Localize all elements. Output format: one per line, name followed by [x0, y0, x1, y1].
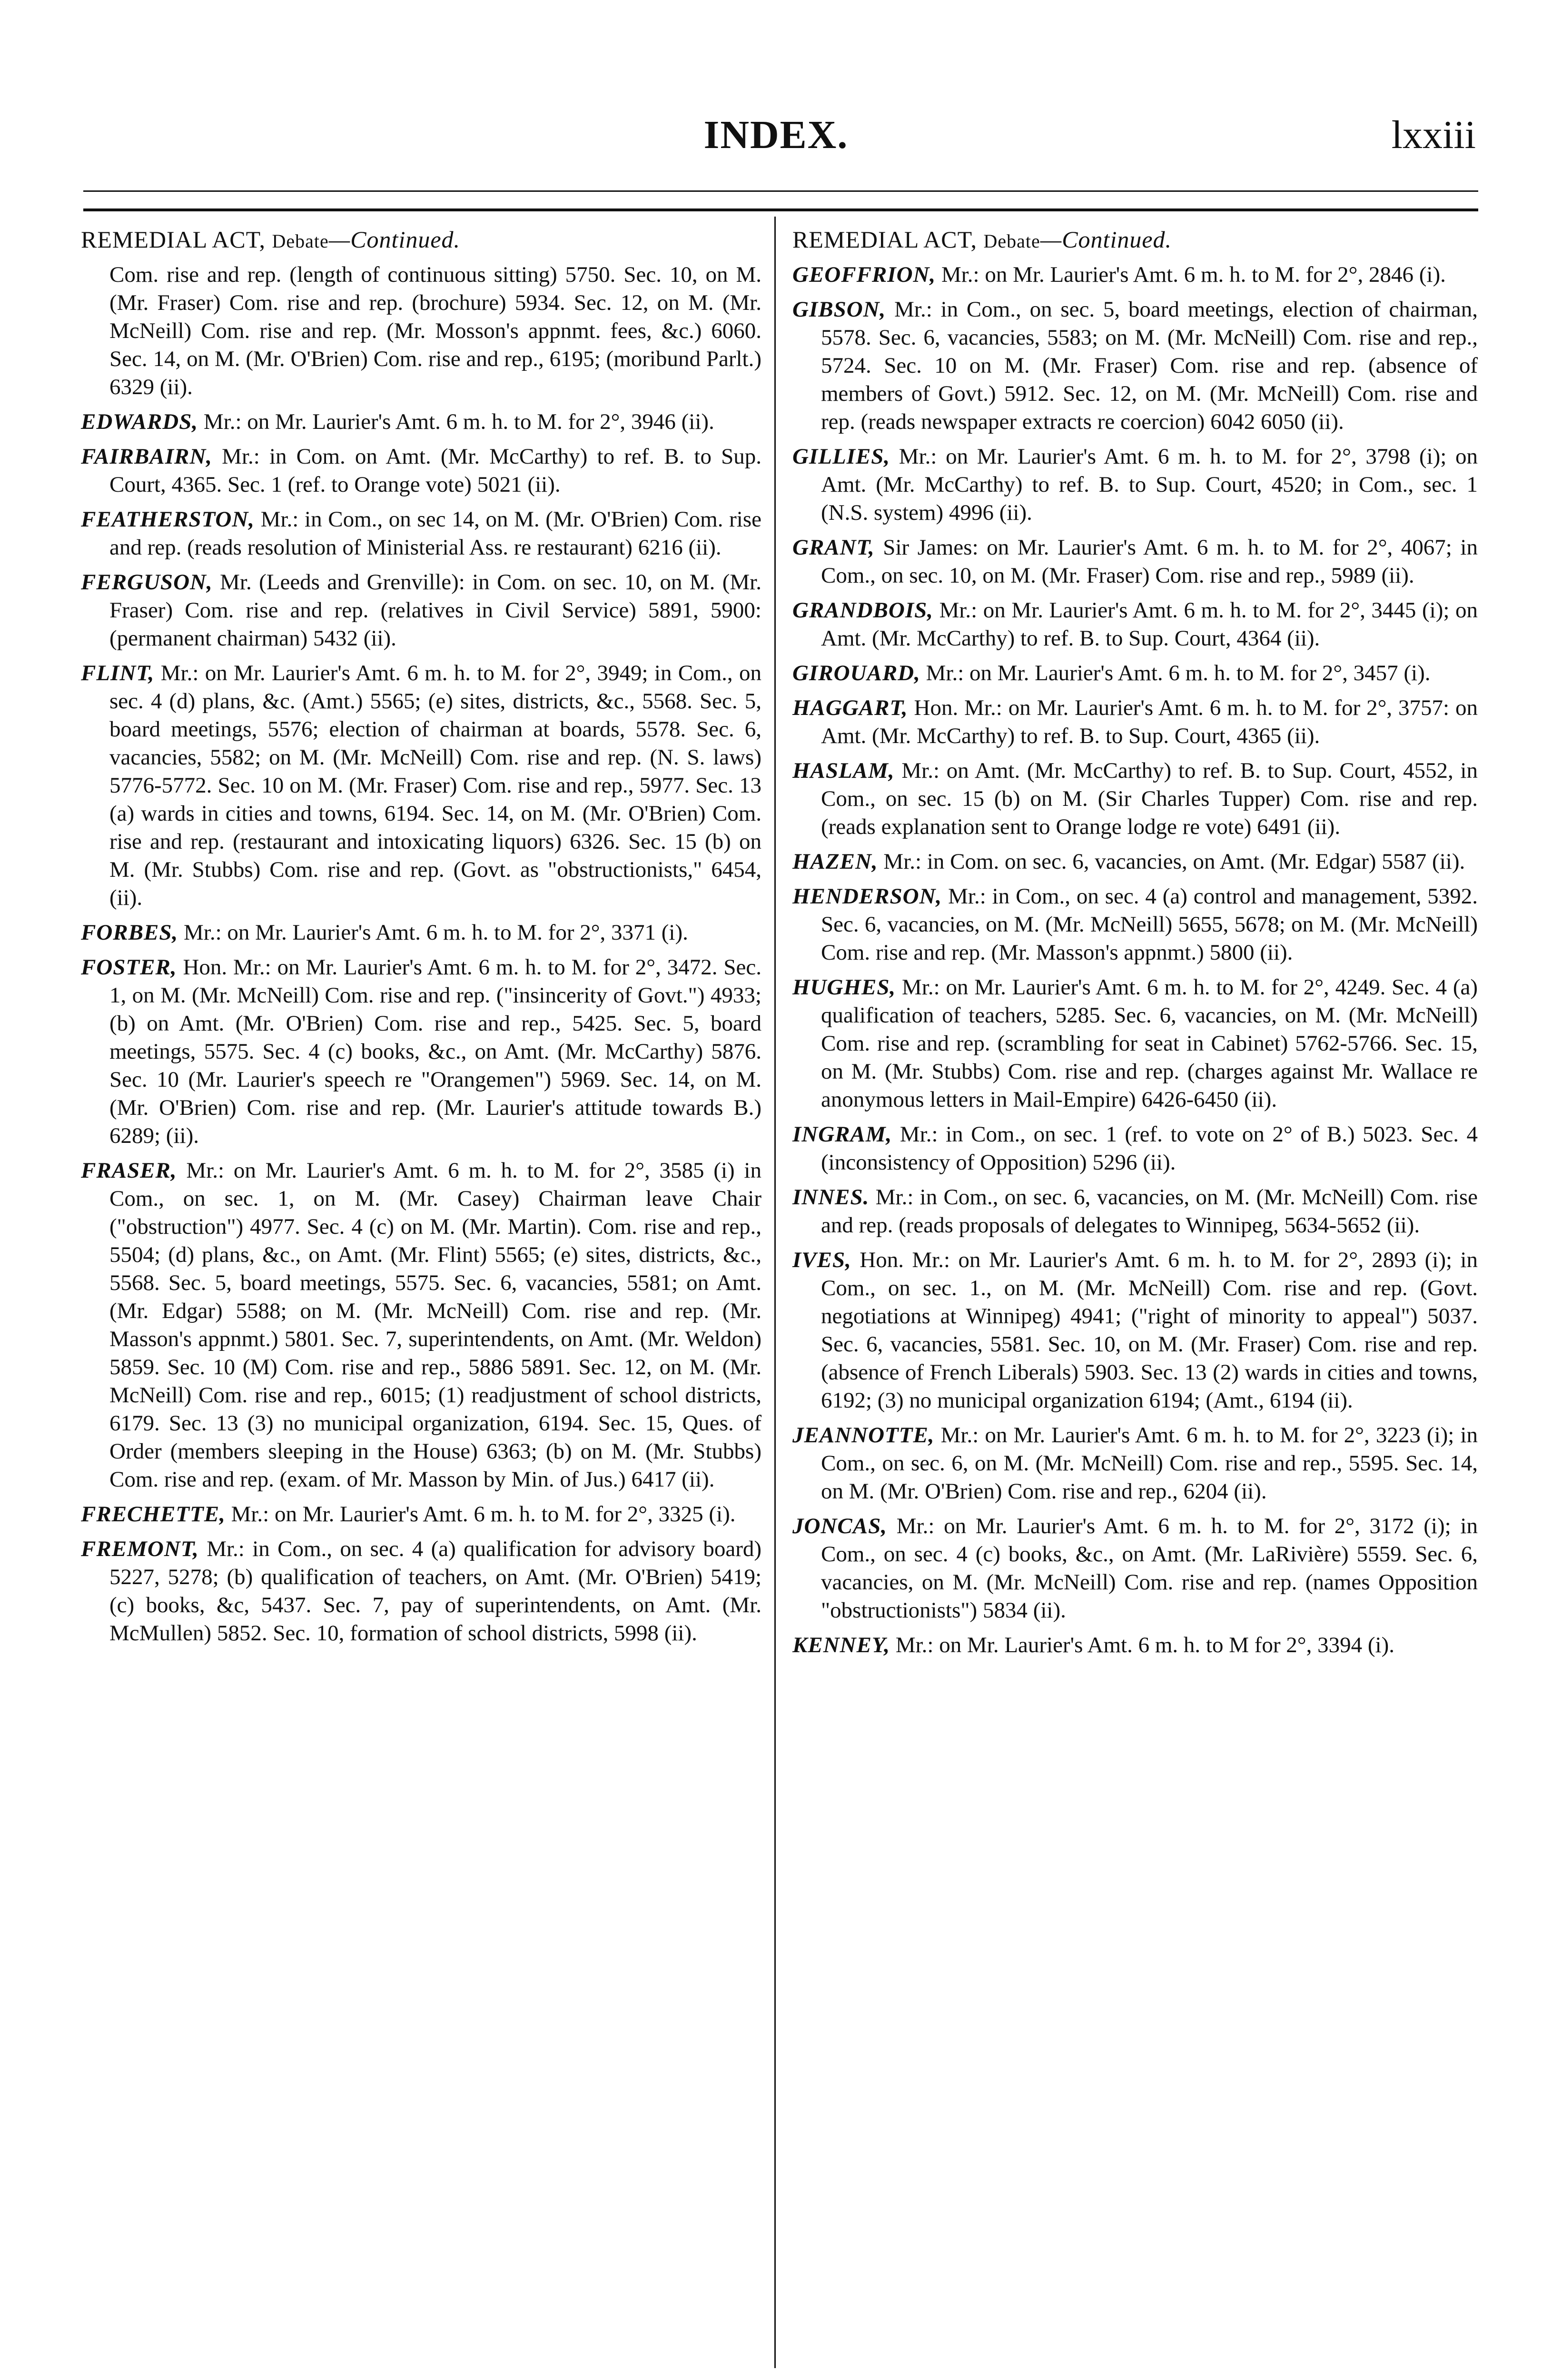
entry-name: HUGHES, [792, 975, 896, 1000]
index-entry [81, 1157, 761, 1494]
entry-name: FOSTER, [81, 955, 177, 980]
entry-name: EDWARDS, [81, 409, 198, 434]
entry-name: JONCAS, [792, 1514, 887, 1538]
entry-name: FREMONT, [81, 1537, 199, 1561]
entry-name: INGRAM, [792, 1122, 892, 1147]
index-entry [81, 443, 761, 499]
entry-text: Com. rise and rep. (length of continuous sitting) 5750. Sec. 10, on M. (Mr. Fraser) Com. rise and rep. (brochure) 5934. Sec. 12, on M. (Mr. McNeill) Com. rise and rep. (Mr. Mosson's appnmt. fees, &c.) 6060. Sec. 14, on M. (Mr. O'Brien) Com. rise and rep., 6195; (moribund Parlt.) 6329 (ii). [109, 262, 761, 399]
entry-text: Mr.: on Amt. (Mr. McCarthy) to ref. B. to Sup. Court, 4552, in Com., on sec. 15 (b) on M. (Sir Charles Tupper) Com. rise and rep. (reads explanation sent to Orange lodge re vote) 6491 (ii). [821, 758, 1478, 839]
index-entry [792, 534, 1478, 590]
entry-text: Mr.: on Mr. Laurier's Amt. 6 m. h. to M. for 2°, 3949; in Com., on sec. 4 (d) plans, &c. (Amt.) 5565; (e) sites, districts, &c., 5568. Sec. 5, board meetings, 5576; election of chairman at boards, 5578. Sec. 6, vacancies, 5582; on M. (Mr. McNeill) Com. rise and rep. (N. S. laws) 5776-5772. Sec. 10 on M. (Mr. Fraser) Com. rise and rep., 5977. Sec. 13 (a) wards in cities and towns, 6194. Sec. 14, on M. (Mr. O'Brien) Com. rise and rep. (restaurant and intoxicating liquors) 6326. Sec. 15 (b) on M. (Mr. Stubbs) Com. rise and rep. (Govt. as "obstructionists," 6454, (ii). [109, 661, 761, 910]
entry-list [81, 261, 761, 1647]
entry-name: HASLAM, [792, 758, 895, 783]
entry-text: Mr.: on Mr. Laurier's Amt. 6 m. h. to M. for 2°, 3172 (i); in Com., on sec. 4 (c) books, &c., on Amt. (Mr. LaRivière) 5559. Sec. 6, vacancies, on M. (Mr. McNeill) Com. rise and rep. (names Opposition "obstructionists") 5834 (ii). [821, 1514, 1478, 1623]
index-entry [81, 1535, 761, 1647]
entry-name: FRASER, [81, 1158, 177, 1183]
index-entry [792, 1421, 1478, 1506]
entry-text: Mr.: in Com., on sec 14, on M. (Mr. O'Brien) Com. rise and rep. (reads resolution of Ministerial Ass. re restaurant) 6216 (ii). [109, 507, 761, 560]
index-entry [81, 1500, 761, 1528]
index-entry [792, 694, 1478, 750]
entry-name: GIROUARD, [792, 661, 920, 685]
index-entry [792, 1121, 1478, 1177]
page-number: lxxiii [1391, 113, 1476, 157]
entry-name: GRANT, [792, 535, 875, 560]
entry-text: Mr. (Leeds and Grenville): in Com. on sec. 10, on M. (Mr. Fraser) Com. rise and rep. (relatives in Civil Service) 5891, 5900: (permanent chairman) 5432 (ii). [109, 570, 761, 651]
index-entry [792, 443, 1478, 527]
heading-continued: —Continued. [328, 226, 461, 253]
entry-text: Mr.: in Com., on sec. 6, vacancies, on M. (Mr. McNeill) Com. rise and rep. (reads proposals of delegates to Winnipeg, 5634-5652 (ii). [821, 1185, 1478, 1238]
section-heading [81, 224, 761, 257]
entry-name: FAIRBAIRN, [81, 444, 213, 469]
index-entry [792, 973, 1478, 1114]
index-entry [792, 261, 1478, 289]
entry-name: FLINT, [81, 661, 155, 685]
entry-text: Mr.: on Mr. Laurier's Amt. 6 m. h. to M. for 2°, 3325 (i). [225, 1502, 736, 1527]
index-entry [81, 506, 761, 562]
entry-text: Mr.: in Com. on sec. 6, vacancies, on Amt. (Mr. Edgar) 5587 (ii). [878, 849, 1465, 874]
heading-main: REMEDIAL ACT, [792, 226, 977, 253]
index-entry [81, 408, 761, 436]
entry-list [792, 261, 1478, 1659]
page-title: INDEX. [703, 113, 849, 157]
heading-sub: Debate [983, 230, 1040, 252]
entry-text: Mr.: in Com., on sec. 1 (ref. to vote on 2° of B.) 5023. Sec. 4 (inconsistency of Opposition) 5296 (ii). [821, 1122, 1478, 1175]
index-entry [792, 296, 1478, 436]
index-entry [792, 1183, 1478, 1240]
entry-text: Mr.: on Mr. Laurier's Amt. 6 m. h. to M for 2°, 3394 (i). [890, 1633, 1394, 1657]
entry-name: HAZEN, [792, 849, 878, 874]
entry-text: Mr.: on Mr. Laurier's Amt. 6 m. h. to M. for 2°, 3946 (ii). [198, 409, 714, 434]
entry-text: Mr.: on Mr. Laurier's Amt. 6 m. h. to M. for 2°, 3798 (i); on Amt. (Mr. McCarthy) to ref. B. to Sup. Court, 4520; in Com., sec. 1 (N.S. system) 4996 (ii). [821, 444, 1478, 525]
section-heading [792, 224, 1478, 257]
entry-text: Hon. Mr.: on Mr. Laurier's Amt. 6 m. h. to M. for 2°, 3472. Sec. 1, on M. (Mr. McNeill) Com. rise and rep. ("insincerity of Govt.") 4933; (b) on Amt. (Mr. O'Brien) Com. rise and rep., 5425. Sec. 5, board meetings, 5575. Sec. 4 (c) books, &c., on Amt. (Mr. McCarthy) 5876. Sec. 10 (Mr. Laurier's speech re "Orangemen") 5969. Sec. 14, on M. (Mr. O'Brien) Com. rise and rep. (Mr. Laurier's attitude towards B.) 6289; (ii). [109, 955, 761, 1148]
entry-name: GEOFFRION, [792, 262, 936, 287]
index-entry [81, 261, 761, 401]
entry-name: FERGUSON, [81, 570, 213, 595]
header-rule-thick [83, 208, 1478, 211]
left-column [81, 224, 761, 1654]
entry-text: Mr.: in Com., on sec. 4 (a) qualification for advisory board) 5227, 5278; (b) qualification of teachers, on Amt. (Mr. O'Brien) 5419; (c) books, &c, 5437. Sec. 7, pay of superintendents, on Amt. (Mr. McMullen) 5852. Sec. 10, formation of school districts, 5998 (ii). [109, 1537, 761, 1646]
entry-name: JEANNOTTE, [792, 1423, 935, 1448]
entry-name: KENNEY, [792, 1633, 890, 1657]
entry-text: Mr.: on Mr. Laurier's Amt. 6 m. h. to M. for 2°, 3223 (i); in Com., on sec. 6, on M. (Mr. McNeill) Com. rise and rep., 5595. Sec. 14, on M. (Mr. O'Brien) Com. rise and rep., 6204 (ii). [821, 1423, 1478, 1504]
entry-name: FRECHETTE, [81, 1502, 226, 1527]
entry-text: Mr.: on Mr. Laurier's Amt. 6 m. h. to M. for 2°, 3371 (i). [178, 920, 688, 945]
entry-text: Mr.: on Mr. Laurier's Amt. 6 m. h. to M. for 2°, 4249. Sec. 4 (a) qualification of teachers, 5285. Sec. 6, vacancies, on M. (Mr. McNeill) Com. rise and rep. (scrambling for seat in Cabinet) 5762-5766. Sec. 15, on M. (Mr. Stubbs) Com. rise and rep. (charges against Mr. Wallace re anonymous letters in Mail-Empire) 6426-6450 (ii). [821, 975, 1478, 1112]
heading-continued: —Continued. [1040, 226, 1172, 253]
index-entry [792, 883, 1478, 967]
entry-name: GIBSON, [792, 297, 886, 322]
index-entry [792, 1631, 1478, 1659]
index-entry [81, 953, 761, 1150]
entry-text: Mr.: on Mr. Laurier's Amt. 6 m. h. to M. for 2°, 3585 (i) in Com., on sec. 1, on M. (Mr. Casey) Chairman leave Chair ("obstruction") 4977. Sec. 4 (c) on M. (Mr. Martin). Com. rise and rep., 5504; (d) plans, &c., on Amt. (Mr. Flint) 5565; (e) sites, districts, &c., 5568. Sec. 5, board meetings, 5575. Sec. 6, vacancies, 5581; on Amt. (Mr. Edgar) 5588; on M. (Mr. McNeill) Com. rise and rep. (Mr. Masson's appnmt.) 5801. Sec. 7, superintendents, on Amt. (Mr. Weldon) 5859. Sec. 10 (M) Com. rise and rep., 5886 5891. Sec. 12, on M. (Mr. McNeill) Com. rise and rep., 6015; (1) readjustment of school districts, 6179. Sec. 13 (3) no municipal organization, 6194. Sec. 15, Ques. of Order (members sleeping in the House) 6363; (b) on M. (Mr. Stubbs) Com. rise and rep. (exam. of Mr. Masson by Min. of Jus.) 6417 (ii). [109, 1158, 761, 1492]
entry-name: FORBES, [81, 920, 178, 945]
index-entry [792, 848, 1478, 876]
entry-text: Sir James: on Mr. Laurier's Amt. 6 m. h. to M. for 2°, 4067; in Com., on sec. 10, on M. (Mr. Fraser) Com. rise and rep., 5989 (ii). [821, 535, 1478, 588]
column-divider [774, 217, 776, 2368]
index-entry [792, 596, 1478, 653]
header-rule [83, 190, 1478, 192]
entry-name: FEATHERSTON, [81, 507, 255, 532]
index-entry [792, 659, 1478, 687]
index-entry [81, 659, 761, 912]
index-entry [792, 1512, 1478, 1625]
entry-text: Mr.: on Mr. Laurier's Amt. 6 m. h. to M. for 2°, 3457 (i). [920, 661, 1431, 685]
index-entry [792, 1246, 1478, 1415]
heading-main: REMEDIAL ACT, [81, 226, 266, 253]
index-entry [81, 568, 761, 653]
entry-text: Hon. Mr.: on Mr. Laurier's Amt. 6 m. h. to M. for 2°, 2893 (i); in Com., on sec. 1., on M. (Mr. McNeill) Com. rise and rep. (Govt. negotiations at Winnipeg) 4941; ("right of minority to appeal") 5037. Sec. 6, vacancies, 5581. Sec. 10, on M. (Mr. Fraser) Com. rise and rep. (absence of French Liberals) 5903. Sec. 13 (2) wards in cities and towns, 6192; (3) no municipal organization 6194; (Amt., 6194 (ii). [821, 1248, 1478, 1413]
entry-text: Hon. Mr.: on Mr. Laurier's Amt. 6 m. h. to M. for 2°, 3757: on Amt. (Mr. McCarthy) to ref. B. to Sup. Court, 4365 (ii). [821, 695, 1478, 748]
entry-text: Mr.: in Com., on sec. 4 (a) control and management, 5392. Sec. 6, vacancies, on M. (Mr. McNeill) 5655, 5678; on M. (Mr. McNeill) Com. rise and rep. (Mr. Masson's appnmt.) 5800 (ii). [821, 884, 1478, 965]
right-column [792, 224, 1478, 1666]
heading-sub: Debate [272, 230, 329, 252]
index-entry [81, 919, 761, 947]
page-header [0, 112, 1552, 178]
index-entry [792, 757, 1478, 841]
entry-name: GILLIES, [792, 444, 890, 469]
entry-text: Mr.: on Mr. Laurier's Amt. 6 m. h. to M. for 2°, 3445 (i); on Amt. (Mr. McCarthy) to ref. B. to Sup. Court, 4364 (ii). [821, 598, 1478, 651]
entry-name: IVES, [792, 1248, 851, 1272]
entry-text: Mr.: in Com. on Amt. (Mr. McCarthy) to ref. B. to Sup. Court, 4365. Sec. 1 (ref. to Orange vote) 5021 (ii). [109, 444, 761, 497]
entry-name: HENDERSON, [792, 884, 942, 909]
entry-name: INNES. [792, 1185, 870, 1210]
entry-text: Mr.: in Com., on sec. 5, board meetings, election of chairman, 5578. Sec. 6, vacancies, 5583; on M. (Mr. McNeill) Com. rise and rep., 5724. Sec. 10 on M. (Mr. Fraser) Com. rise and rep. (absence of members of Govt.) 5912. Sec. 12, on M. (Mr. McNeill) Com. rise and rep. (reads newspaper extracts re coercion) 6042 6050 (ii). [821, 297, 1478, 434]
entry-text: Mr.: on Mr. Laurier's Amt. 6 m. h. to M. for 2°, 2846 (i). [936, 262, 1446, 287]
entry-name: HAGGART, [792, 695, 908, 720]
entry-name: GRANDBOIS, [792, 598, 933, 623]
